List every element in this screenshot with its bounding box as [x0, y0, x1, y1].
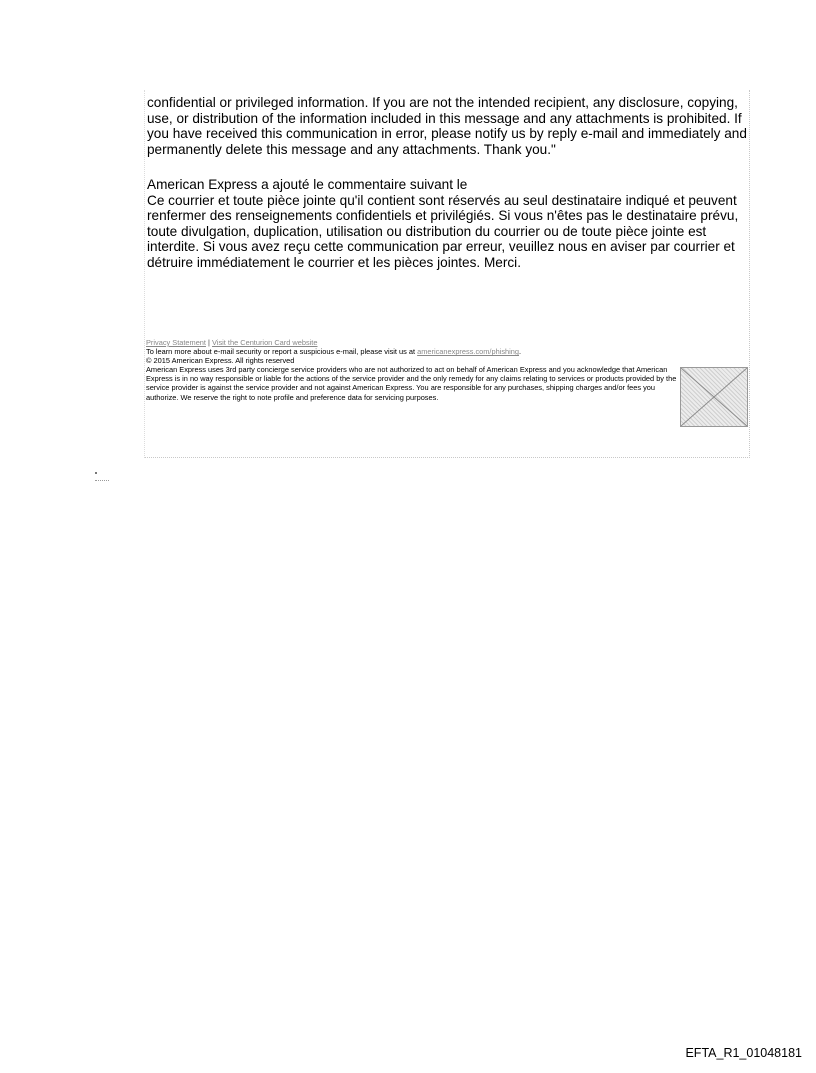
footer-link-separator: |: [208, 338, 210, 347]
footer-links-row: [146, 338, 686, 347]
bates-number: EFTA_R1_01048181: [685, 1046, 802, 1060]
centurion-card-website-link[interactable]: Visit the Centurion Card website: [212, 338, 318, 347]
email-footer: [146, 338, 686, 402]
french-disclaimer-paragraph: Ce courrier et toute pièce jointe qu'il contient sont réservés au seul destinataire indiqué et peuvent renfermer des renseignements confidentiels et privilégiés. Si vous n'êtes pas le destinataire prévu, toute divulgation, duplication, utilisation ou distribution du courrier ou de toute pièce jointe est interdite. Si vous avez reçu cette communication par erreur, veuillez nous en aviser par courrier et détruire immédiatement le courrier et les pièces jointes. Merci.: [147, 192, 739, 270]
security-notice-period: .: [519, 347, 522, 357]
copyright-line: © 2015 American Express. All rights reserved: [146, 356, 295, 366]
image-placeholder-icon: [681, 368, 747, 426]
broken-image-placeholder: [680, 367, 748, 427]
french-intro-line: American Express a ajouté le commentaire suivant le: [147, 177, 468, 192]
security-notice-text: To learn more about e-mail security or report a suspicious e-mail, please visit us at: [146, 347, 416, 357]
phishing-link[interactable]: americanexpress.com/phishing: [417, 347, 519, 357]
stray-mark: [95, 472, 109, 481]
privacy-statement-link[interactable]: Privacy Statement: [146, 338, 206, 347]
concierge-notice: American Express uses 3rd party concierge service providers who are not authorized to act on behalf of American Express and you acknowledge that American Express is in no way responsible or liable for the actions of the service provider and the only remedy for any claims relating to services or products provided by the service provider is against the service provider and not against American Express. You are responsible for any purchases, shipping charges and/or fees you authorize. We reserve the right to note profile and preference data for servicing purposes.: [146, 365, 677, 402]
security-notice-line: [146, 347, 686, 356]
french-comment-block: [147, 177, 747, 271]
english-disclaimer-paragraph: confidential or privileged information. If you are not the intended recipient, any disclosure, copying, use, or distribution of the information included in this message and any attachments is prohibited. If you have received this communication in error, please notify us by reply e-mail and immediately and permanently delete this message and any attachments. Thank you.": [147, 95, 747, 157]
